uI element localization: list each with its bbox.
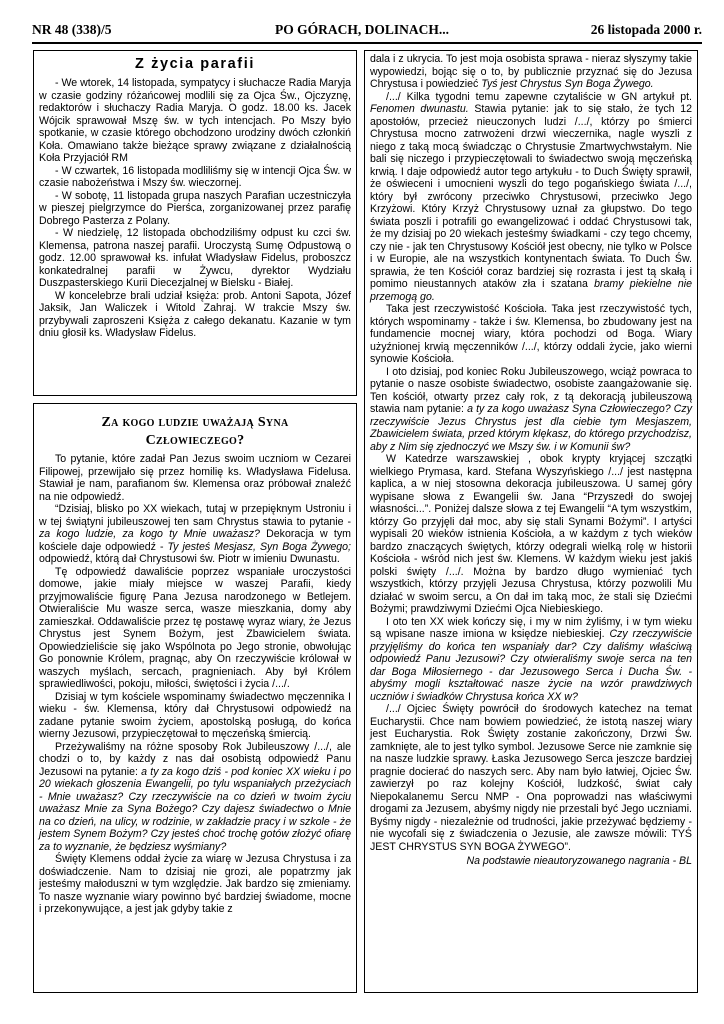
article-title-line2: Człowieczego? [145,433,245,448]
article-paragraph: I oto ten XX wiek kończy się, i my w nim żyliśmy, i w tym wieku są wpisane nasze imiona w księdze niebieskiej. Czy rzeczywiście przyjęliśmy do końca ten wspaniały dar? Czy daliśmy właściwą odpowiedź Panu Jezusowi? Czy otwieraliśmy swoje serca na ten dar Boga Miłosiernego - dar Jezusowego Serca i Ducha Św. - abyśmy mogli kształtować nasze życie na wzór prawdziwych uczniów i świadków Chrystusa końca XX w? [370,615,692,703]
article-paragraph: dala i z ukrycia. To jest moja osobista sprawa - nieraz słyszymy takie wypowiedzi, bojąc się o to, by publicznie przyznać się do Jezusa Chrystusa i powiedzieć Tyś jest Chrystus Syn Boga Żywego. [370,53,692,90]
article-title [39,414,351,450]
news-item: W koncelebrze brali udział księża: prob. Antoni Sapota, Józef Jaksik, Jan Waliczek i Witold Zahraj. W trakcie Mszy św. przybywali zaproszeni Księża z całego dekanatu. Kazanie w tym dniu głosił ks. Władysław Fidelus. [39,289,351,339]
article-paragraph: Dzisiaj w tym kościele wspominamy świadectwo męczennika I wieku - św. Klemensa, który dał Chrystusowi odpowiedź na zadane pytanie swoim życiem, apostolską posługą, do końca wierny Jezusowi, przypieczętował to męczeńską śmiercią. [39,690,351,740]
header-rule [32,42,702,44]
news-item: - W sobotę, 11 listopada grupa naszych Parafian uczestniczyła w pieszej pielgrzymce do Pierśca, zorganizowanej przez parafię Dobrego Pasterza z Polany. [39,189,351,227]
article-paragraph: Taka jest rzeczywistość Kościoła. Taka jest rzeczywistość tych, których wspominamy - także i św. Klemensa, bo zbudowany jest na fundamencie mocnej wiary, która pochodzi od Boga. Wiary użyźnionej krwią męczenników /.../, którzy oddali życie, jako wierni synowie Kościoła. [370,303,692,365]
article-paragraph: I oto dzisiaj, pod koniec Roku Jubileuszowego, wciąż powraca to pytanie o nasze osobiste świadectwo, osobiste zaangażowanie się. Ten kościół, otwarty przez cały rok, z tą dekoracją jubileuszową stawia nam pytanie: a ty za kogo uważasz Syna Człowieczego? Czy rzeczywiście Jezus Chrystus jest dla ciebie tym Mesjaszem, Zbawicielem świata, przed którym klękasz, do którego przychodzisz, aby z Nim się zjednoczyć we Mszy św. i w Komunii św? [370,365,692,453]
article-paragraph: Święty Klemens oddał życie za wiarę w Jezusa Chrystusa i za doświadczenie. Nam to dzisiaj nie grozi, ale popatrzmy jak jesteśmy małoduszni w tym względzie. Jak bardzo się zmieniamy. To nasze wyznanie wiary powinno być bardziej świadome, mocne i przekonywujące, a jest jak gdyby takie z [39,853,351,915]
issue-date: 26 listopada 2000 r. [590,22,702,37]
article-paragraph: “Dzisiaj, blisko po XX wiekach, tutaj w przepięknym Ustroniu i w tej świątyni jubileuszowej ten sam Chrystus stawia to pytanie - za kogo ludzie, za kogo ty Mnie uważasz? Dekoracja w tym kościele daje odpowiedź - Ty jesteś Mesjasz, Syn Boga Żywego; odpowiedź, którą dał Chrystusowi św. Piotr w imieniu Dwunastu. [39,503,351,565]
article-paragraph: Tę odpowiedź dawaliście poprzez wspaniałe uroczystości domowe, jakie miały miejsce w waszej Parafii, kiedy przyjmowaliście figurę Pana Jezusa narodzonego w Betlejem. Otwieraliście Mu wasze serca, wasze mieszkania, domy aby zamieszkał. Oddawaliście przez tę postawę wyraz wiary, że Jezus Chrystus jest Synem Bożym, jest Zbawicielem świata. Opowiedzieliście się jako Wspólnota po Jego stronie, obwołując Go ponownie Królem, pragnąc, aby On rzeczywiście królował w waszych myślach, sercach, pragnieniach. Aby był Królem sprawiedliwości, pokoju, miłości, świętości i życia /.../. [39,565,351,690]
article-paragraph: Przeżywaliśmy na różne sposoby Rok Jubileuszowy /.../, ale chodzi o to, by każdy z nas dał osobistą odpowiedź Panu Jezusowi na pytanie: a ty za kogo dziś - pod koniec XX wieku i po 20 wiekach głoszenia Ewangelii, po tylu wspaniałych przeżyciach - Mnie uważasz? Czy rzeczywiście na co dzień w twoim życiu uważasz Mnie za Syna Bożego? Czy dajesz świadectwo o Mnie na co dzień, na ulicy, w rodzinie, w zakładzie pracy i w szkole - że jestem Synem Bożym? Czy jesteś choć trochę gotów złożyć ofiarę za to wyznanie, że będziesz wyśmiany? [39,740,351,853]
news-item: - W niedzielę, 12 listopada obchodziliśmy odpust ku czci św. Klemensa, patrona naszej parafii. Uroczystą Sumę Odpustową o godz. 12.00 sprawował ks. infułat Władysław Fidelus, proboszcz konkatedralnej parafii w Żywcu, dyrektor Wydziału Duszpasterskiego Kurii Diecezjalnej w Bielsku - Białej. [39,227,351,289]
page-header [18,18,706,40]
article-paragraph: To pytanie, które zadał Pan Jezus swoim uczniom w Cezarei Filipowej, przewijało się przez homilię ks. Władysława Fidelusa. Stawiał je nam, parafianom św. Klemensa oraz próbował znaleźć na nie odpowiedź. [39,453,351,503]
parish-news-box [33,50,357,396]
article-title-line1: Za kogo ludzie uważają Syna [101,415,289,430]
issue-number: NR 48 (338)/5 [32,22,112,37]
article-paragraph: /.../ Ojciec Święty powrócił do środowych katechez na temat Eucharystii. Chce nam bowiem powiedzieć, że istotą naszej wiary jest Eucharystia. Rok Święty zostanie zakończony, Drzwi Św. zamknięte, ale to jest tylko symbol. Jezusowe Serce nie zamknie się na nasze ludzkie sprawy. Łaska Jezusowego Serca jeszcze bardziej pragnie docierać do naszych serc. Aby nam było łatwiej, Ojciec Św. zawierzył po raz kolejny Kościół, ludzkość, świat cały Niepokalanemu Sercu NMP - Ona poprowadzi nas właściwymi drogami za Jezusem, abyśmy nigdy nie przestali być Jego uczniami. Byśmy nigdy - niezależnie od trudności, jakie przeżywać będziemy - nie wycofali się z świadczenia o Jezusie, ale zawsze mówili: TYŚ JEST CHRYSTUS SYN BOGA ŻYWEGO”. [370,703,692,853]
news-item: - W czwartek, 16 listopada modliliśmy się w intencji Ojca Św. w czasie nabożeństwa i Mszy św. wieczornej. [39,164,351,189]
news-item: - We wtorek, 14 listopada, sympatycy i słuchacze Radia Maryja w czasie godziny różańcowej modlili się za Ojca Św., Ojczyznę, redaktorów i słuchaczy Radia Maryja. O godz. 18.00 ks. Jacek Wójcik sprawował Mszę św. w tych intencjach. Po Mszy było spotkanie, w czasie którego obchodzono urodziny dwóch członkiń Koła. Omawiano także bieżące sprawy związane z działalnością Koła Przyjaciół RM [39,77,351,164]
homily-continued-box [364,50,698,993]
homily-article-box [33,403,357,993]
parish-news-title: Z życia parafii [135,56,255,72]
article-paragraph: /.../ Kilka tygodni temu zapewne czytaliście w GN artykuł pt. Fenomen dwunastu. Stawia pytanie: jak to się stało, że tych 12 apostołów, przecież nieuczonych ludzi /.../, którzy po śmierci Chrystusa mocno zatrwożeni drzwi wieczernika, nagle wyszli z niego z taką mocą świadcząc o Chrystusie Zmartwychwstałym. Nie bali się niczego i przypieczętowali to świadectwo swoją męczeńską krwią. I daje odpowiedź autor tego artykułu - to Duch Święty sprawił, że oświeceni i umocnieni wyszli do tego pogańskiego świata /.../, który był zwrócony przeciwko Chrystusowi, przeciwko Jego Krzyżowi. Który Krzyż Chrystusowy uznał za głupstwo. Do tego świata poszli i potrafili go ewangelizować i oddać Chrystusowi tak, że my dzisiaj po 20 wiekach jesteśmy świadkami - czy tego chcemy, czy nie - jak ten Chrystusowy Kościół jest obecny, nie tylko w Polsce i w Europie, ale na wszystkich kontynentach świata. To Duch Św. sprawia, że ten Kościół coraz bardziej się rozrasta i jest tą skałą i pomimo nieustannych ataków zła i szatana bramy piekielne nie przemogą go. [370,90,692,303]
article-paragraph: W Katedrze warszawskiej , obok krypty kryjącej szczątki wielkiego Prymasa, kard. Stefana Wyszyńskiego /.../ jest następna kaplica, a w niej stosowna dekoracja jubileuszowa. U samej góry wypisane słowa z Ewangelii św. Jana “Przyszedł do swojej własności...”. Poniżej dalsze słowa z tej Ewangelii “A tym wszystkim, którzy Go przyjęli dał moc, aby się stali Synami Bożymi”. I artyści wypisali 20 wieków istnienia Kościoła, a w każdym z tych wieków bardzo znaczących świętych, którzy odegrali wielką rolę w historii Kościoła - wśród nich jest św. Klemens. W każdym wieku jest jakiś polski święty /.../. Można by bardzo długo wymieniać tych wszystkich, którzy przyjęli Jezusa Chrystusa, którzy pozwolili Mu działać w swoim sercu, a On dał im taką moc, że stali się Dziećmi Bożymi; prawdziwymi Dziećmi Ojca Niebieskiego. [370,453,692,615]
article-signature: Na podstawie nieautoryzowanego nagrania - BL [466,855,692,867]
newspaper-title: PO GÓRACH, DOLINACH... [274,22,449,37]
